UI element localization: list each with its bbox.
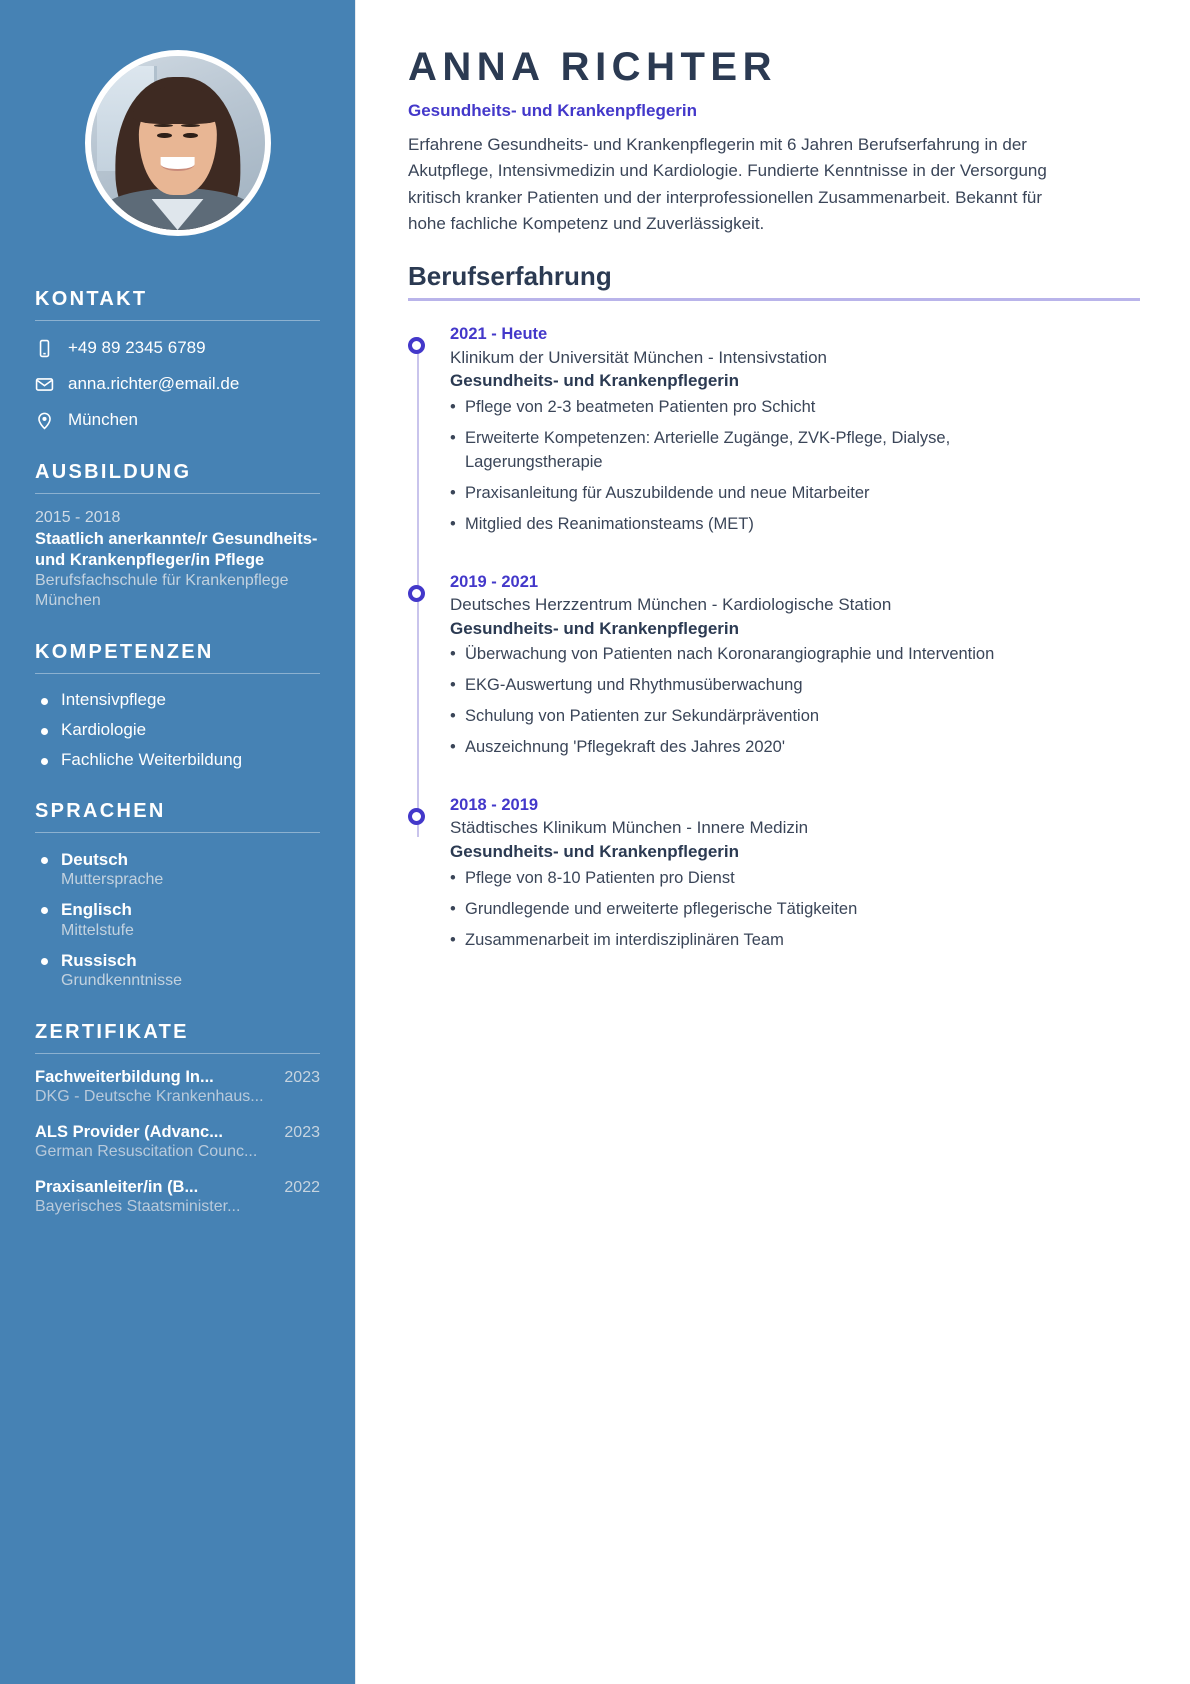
job-title: Gesundheits- und Krankenpflegerin [408, 101, 698, 120]
experience-role: Gesundheits- und Krankenpflegerin [450, 618, 740, 638]
experience-company: Klinikum der Universität München - Intensivstation [450, 347, 827, 367]
contact-list [35, 337, 320, 431]
certificate-issuer: DKG - Deutsche Krankenhaus... [35, 1087, 264, 1105]
experience-bullet: • Praxisanleitung für Auszubildende und neue Mitarbeiter [450, 482, 1050, 506]
certificate-name: Fachweiterbildung In... [35, 1067, 214, 1086]
certificate-item [35, 1178, 320, 1216]
experience-date: 2021 - Heute [450, 325, 548, 344]
page-title: ANNA RICHTER [408, 45, 777, 89]
language-name: Russisch [61, 950, 137, 970]
experience-bullet: • Zusammenarbeit im interdisziplinären Team [450, 929, 1050, 953]
experience-bullets [450, 867, 1140, 953]
education-degree: Staatlich anerkannte/r Gesundheits- und Krankenpfleger/in Pflege [35, 529, 318, 569]
experience-date: 2019 - 2021 [450, 572, 539, 591]
portrait-smile [160, 157, 195, 171]
experience-timeline [408, 323, 1140, 952]
timeline-dot-icon [408, 337, 425, 354]
sidebar [0, 0, 355, 1684]
experience-bullet: • Pflege von 8-10 Patienten pro Dienst [450, 867, 1050, 891]
experience-bullet: • Mitglied des Reanimationsteams (MET) [450, 513, 1050, 537]
education-date: 2015 - 2018 [35, 509, 121, 527]
certificate-header [35, 1068, 320, 1087]
certificates-heading: ZERTIFIKATE [35, 1021, 320, 1054]
education-institution: Berufsfachschule für Krankenpflege München [35, 571, 289, 609]
certificate-issuer: Bayerisches Staatsminister... [35, 1197, 241, 1215]
experience-bullet: • Überwachung von Patienten nach Koronarangiographie und Intervention [450, 643, 1050, 667]
skills-list [35, 690, 320, 770]
phone-icon [35, 339, 54, 358]
skill-item: Kardiologie [35, 720, 320, 740]
experience-bullet: • EKG-Auswertung und Rhythmusüberwachung [450, 674, 1050, 698]
language-item [35, 950, 320, 991]
education-heading: AUSBILDUNG [35, 461, 320, 494]
contact-phone[interactable] [35, 337, 320, 359]
experience-heading: Berufserfahrung [408, 261, 1140, 301]
contact-location[interactable] [35, 409, 320, 431]
language-item [35, 849, 320, 890]
certificate-item [35, 1123, 320, 1161]
language-item [35, 899, 320, 940]
certificates-list [35, 1068, 320, 1216]
language-level: Mittelstufe [61, 921, 134, 939]
location-icon [35, 411, 54, 430]
experience-bullet: • Grundlegende und erweiterte pflegerische Tätigkeiten [450, 898, 1050, 922]
certificate-year: 2023 [284, 1068, 320, 1086]
experience-company: Städtisches Klinikum München - Innere Medizin [450, 818, 809, 838]
certificate-year: 2023 [284, 1123, 320, 1141]
experience-bullets [450, 643, 1140, 760]
timeline-dot-icon [408, 585, 425, 602]
experience-bullets [450, 396, 1140, 537]
experience-item [450, 794, 1140, 952]
experience-bullet: • Auszeichnung 'Pflegekraft des Jahres 2020' [450, 736, 1050, 760]
experience-bullet: • Erweiterte Kompetenzen: Arterielle Zugänge, ZVK-Pflege, Dialyse, Lagerungstherapie [450, 427, 1050, 475]
portrait-eye-left [157, 133, 173, 139]
contact-email-value: anna.richter@email.de [68, 374, 240, 394]
skills-heading: KOMPETENZEN [35, 641, 320, 674]
contact-heading: KONTAKT [35, 288, 320, 321]
main-content [355, 0, 1190, 1684]
skill-item: Intensivpflege [35, 690, 320, 710]
contact-location-value: München [68, 410, 138, 430]
language-level: Grundkenntnisse [61, 971, 182, 989]
skill-item: Fachliche Weiterbildung [35, 750, 320, 770]
certificate-name: Praxisanleiter/in (B... [35, 1177, 199, 1196]
experience-company: Deutsches Herzzentrum München - Kardiologische Station [450, 594, 892, 614]
avatar-wrap [35, 0, 320, 258]
contact-email[interactable] [35, 373, 320, 395]
language-name: Englisch [61, 900, 132, 920]
experience-bullet: • Pflege von 2-3 beatmeten Patienten pro Schicht [450, 396, 1050, 420]
certificate-name: ALS Provider (Advanc... [35, 1122, 223, 1141]
experience-date: 2018 - 2019 [450, 796, 539, 815]
experience-bullet: • Schulung von Patienten zur Sekundärprävention [450, 705, 1050, 729]
certificate-header [35, 1178, 320, 1197]
certificate-issuer: German Resuscitation Counc... [35, 1142, 258, 1160]
timeline-dot-icon [408, 808, 425, 825]
experience-role: Gesundheits- und Krankenpflegerin [450, 842, 740, 862]
certificate-item [35, 1068, 320, 1106]
contact-phone-value: +49 89 2345 6789 [68, 338, 206, 357]
language-name: Deutsch [61, 850, 129, 870]
language-level: Muttersprache [61, 871, 164, 889]
languages-list [35, 849, 320, 991]
languages-heading: SPRACHEN [35, 800, 320, 833]
profile-summary: Erfahrene Gesundheits- und Krankenpflegerin mit 6 Jahren Berufserfahrung in der Akutpflege, Intensivmedizin und Kardiologie. Fundierte Kenntnisse in der Versorgung kritisch kranker Patienten und der interprofessionellen Zusammenarbeit. Bekannt für hohe fachliche Kompetenz und Zuverlässigkeit. [408, 135, 1047, 234]
certificate-year: 2022 [284, 1178, 320, 1196]
education-entry [35, 508, 320, 611]
experience-role: Gesundheits- und Krankenpflegerin [450, 371, 740, 391]
certificate-header [35, 1123, 320, 1142]
experience-item [450, 323, 1140, 536]
email-icon [35, 375, 54, 394]
avatar [85, 50, 271, 236]
experience-item [450, 571, 1140, 760]
